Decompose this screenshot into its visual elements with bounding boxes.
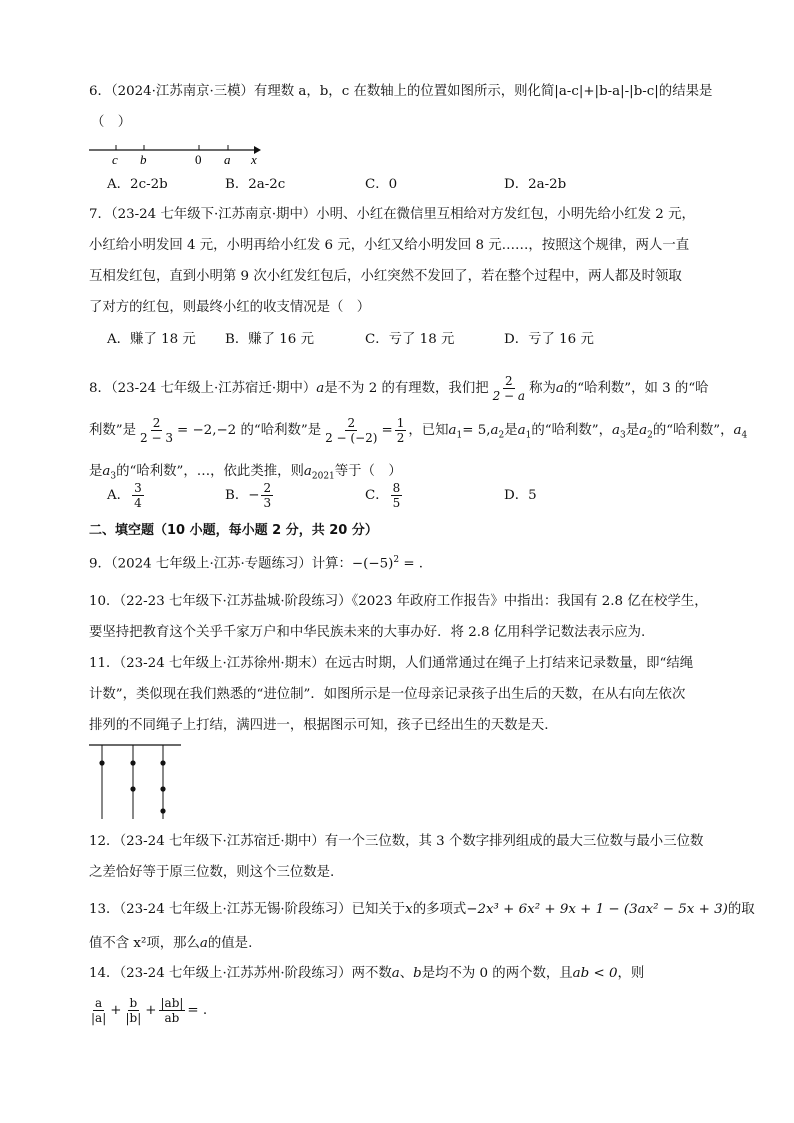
frac-den: ab — [164, 1011, 180, 1025]
frac-num: 2 — [263, 481, 272, 495]
q8-text: 的“哈利数”，如 3 的“哈 — [563, 381, 709, 396]
q14-text: 14．（23-24 七年级上·江苏苏州·阶段练习）两不数 — [89, 966, 392, 981]
q8-text: = 5, — [462, 423, 491, 438]
question-11 — [89, 648, 709, 741]
q8-text: ，已知 — [408, 423, 449, 438]
plus-sign: + — [145, 1003, 157, 1018]
q7-line2: 小红给小明发回 4 元，小明再给小红发 6 元，小红又给小明发回 8 元……，按照这个规律，两人一直 — [89, 238, 690, 253]
q9-exponent: 2 — [393, 555, 400, 565]
q9-text: 9．（2024 七年级上·江苏·专题练习）计算： — [89, 556, 352, 572]
q14-condition: ab < 0 — [572, 966, 618, 981]
q14-text: ，则 — [617, 966, 645, 981]
question-10 — [89, 586, 709, 648]
frac-num: 2 — [505, 374, 513, 388]
frac-num: 8 — [392, 481, 401, 495]
q13-text: 的值是. — [207, 936, 253, 951]
question-9 — [89, 545, 709, 579]
question-8 — [89, 368, 748, 491]
q6-option-b[interactable]: B．2a-2c — [225, 177, 286, 192]
q13-text: 的多项式 — [412, 902, 467, 917]
knot-rope-figure — [89, 743, 184, 821]
frac-den: |a| — [91, 1011, 107, 1025]
knot-dot — [160, 760, 165, 765]
q13-line2: 值不含 x²项，那么a的值是. — [89, 936, 253, 951]
q7-option-a[interactable]: A．赚了 18 元 — [107, 332, 196, 347]
q11-line1: 11．（23-24 七年级上·江苏徐州·期末）在远古时期，人们通常通过在绳子上打结来记录数量，即“结绳 — [89, 656, 694, 671]
q8-options — [89, 476, 709, 516]
q6-option-a[interactable]: A．2c-2b — [107, 177, 168, 192]
q13-polynomial: −2x³ + 6x² + 9x + 1 − (3ax² − 5x + 3) — [466, 902, 728, 917]
option-label: B．− — [225, 488, 260, 503]
q8-fraction-example2 — [323, 416, 379, 445]
q8-fraction-example3 — [395, 416, 407, 445]
question-13 — [89, 893, 755, 961]
q8-text: 是不为 2 的有理数，我们把 — [324, 381, 489, 396]
q13-text: 13．（23-24 七年级上·江苏无锡·阶段练习）已知关于 — [89, 902, 406, 917]
knot-dot — [160, 808, 165, 813]
q8-text: = — [381, 423, 393, 438]
q7-option-d[interactable]: D．亏了 16 元 — [504, 332, 594, 347]
q12-line1: 12．（23-24 七年级下·江苏宿迁·期中）有一个三位数，其 3 个数字排列组成的最大三位数与最小三位数 — [89, 834, 704, 849]
question-7 — [89, 199, 709, 323]
q14-text: = . — [187, 1003, 208, 1018]
q8-line1: 8．（23-24 七年级上·江苏宿迁·期中）a是不为 2 的有理数，我们把 $\frac{2}{2 - a}$ 称为a的“哈利数”，如 3 的“哈 — [89, 374, 709, 403]
frac-den: |b| — [125, 1011, 142, 1025]
q6-options — [89, 173, 709, 197]
q8-text: 利数”是 — [89, 423, 137, 438]
q11-line2: 计数”，类似现在我们熟悉的“进位制”．如图所示是一位母亲记录孩子出生后的天数，在从右向左依次 — [89, 687, 686, 702]
frac-den: 3 — [263, 496, 272, 510]
question-6 — [89, 76, 713, 138]
q6-line1: 6．（2024·江苏南京·三模）有理数 a，b，c 在数轴上的位置如图所示，则化简|a-c|+|b-a|-|b-c|的结果是 — [89, 84, 713, 99]
q8-line3: 是$a_3$的“哈利数”，…，依此类推，则$a_{2021}$等于（ ） — [89, 463, 402, 482]
q7-options — [89, 328, 709, 352]
frac-num: 3 — [134, 481, 142, 495]
knot-dot — [99, 760, 104, 765]
option-label: C． — [365, 488, 389, 503]
q14-line2 — [89, 989, 709, 1033]
frac-den: 2 − 3 — [140, 431, 173, 445]
q8-text: 等于（ ） — [334, 463, 402, 479]
knot-dot — [130, 760, 135, 765]
axis-label-0: 0 — [195, 152, 202, 167]
frac-den: 4 — [134, 496, 142, 510]
q8-text: 是 — [625, 423, 640, 438]
q8-option-d[interactable]: D．5 — [504, 488, 537, 503]
q13-line1: 13．（23-24 七年级上·江苏无锡·阶段练习）已知关于x的多项式−2x³ + 6x² + 9x + 1 − (3ax² − 5x + 3)的取 — [89, 902, 755, 917]
frac-num: 2 — [347, 416, 356, 430]
q6-line2: （ ） — [91, 115, 132, 130]
q13-text: 值不含 x²项，那么 — [89, 936, 200, 951]
question-14 — [89, 958, 709, 1033]
axis-label-a: a — [224, 152, 231, 167]
q7-line1: 7．（23-24 七年级下·江苏南京·期中）小明、小红在微信里互相给对方发红包，小明先给小红发 2 元， — [89, 207, 695, 222]
frac-den: 2 − (−2) — [325, 431, 378, 445]
frac-num: 1 — [396, 416, 405, 430]
q8-text: 是 — [89, 463, 103, 479]
q9-expression: −(−5) — [351, 556, 394, 572]
axis-label-c: c — [112, 152, 118, 167]
q7-option-c[interactable]: C．亏了 18 元 — [365, 332, 455, 347]
q6-option-d[interactable]: D．2a-2b — [504, 177, 567, 192]
frac-den: 5 — [392, 496, 401, 510]
number-line-figure — [89, 140, 269, 168]
q8-source: 8．（23-24 七年级上·江苏宿迁·期中） — [89, 381, 317, 396]
axis-label-b: b — [140, 152, 147, 167]
q8-text: 的“哈利数”， — [652, 423, 734, 438]
knot-dot — [160, 786, 165, 791]
section-heading: 二、填空题（10 小题，每小题 2 分，共 20 分） — [89, 523, 378, 538]
q7-option-b[interactable]: B．赚了 16 元 — [225, 332, 314, 347]
q8-line2: 利数”是 $\frac{2}{2 - 3}$ = −2,−2 的“哈利数”是 $\frac{2}{2 - (-2)}$ = $\frac{1}{2}$ ，已知$a_1= 5,a_2$是$a_1$的“哈利数”，$a_3$是$a_2$的“哈利数”，$a_4$ — [89, 416, 748, 445]
q14-line1: 14．（23-24 七年级上·江苏苏州·阶段练习）两不数a、b是均不为 0 的两个数，且ab < 0，则 — [89, 966, 645, 981]
frac-den: 2 − a — [492, 389, 526, 403]
knot-dot — [130, 786, 135, 791]
q8-text: 是 — [504, 423, 518, 438]
axis-label-x: x — [251, 152, 257, 167]
q8-option-b[interactable] — [225, 476, 275, 516]
q10-line2: 要坚持把教育这个关乎千家万户和中华民族未来的大事办好．将 2.8 亿用科学记数法表示应为. — [89, 625, 646, 640]
q8-text: 的“哈利数”， — [531, 423, 612, 438]
q8-option-a[interactable] — [107, 476, 146, 516]
q7-line4: 了对方的红包，则最终小红的收支情况是（ ） — [89, 300, 371, 315]
q8-fraction-example1 — [138, 416, 175, 445]
q12-line2: 之差恰好等于原三位数，则这个三位数是. — [89, 865, 335, 880]
plus-sign: + — [110, 1003, 122, 1018]
frac-num: b — [129, 996, 138, 1010]
q8-text: 的“哈利数”，…，依此类推，则 — [116, 463, 304, 479]
q8-fraction-definition — [491, 374, 527, 403]
q6-option-c[interactable]: C．0 — [365, 177, 398, 192]
q8-option-c[interactable] — [365, 476, 404, 516]
option-label: A． — [107, 488, 131, 503]
frac-num: 2 — [152, 416, 161, 430]
question-12 — [89, 826, 709, 888]
q13-text: 的取 — [727, 902, 755, 917]
q10-line1: 10．（22-23 七年级下·江苏盐城·阶段练习）《2023 年政府工作报告》中指出：我国有 2.8 亿在校学生， — [89, 594, 708, 609]
q9-text: = . — [399, 556, 424, 572]
q7-line3: 互相发红包，直到小明第 9 次小红发红包后，小红突然不发回了，若在整个过程中，两人都及时领取 — [89, 269, 682, 284]
frac-num: |ab| — [160, 996, 184, 1010]
frac-den: 2 — [396, 431, 405, 445]
q14-text: 是均不为 0 的两个数，且 — [421, 966, 573, 981]
frac-num: a — [95, 996, 103, 1010]
q8-text: 称为 — [529, 381, 556, 396]
q11-line3: 排列的不同绳子上打结，满四进一，根据图示可知，孩子已经出生的天数是天. — [89, 718, 549, 733]
q8-text: = −2,−2 的“哈利数”是 — [176, 423, 322, 438]
